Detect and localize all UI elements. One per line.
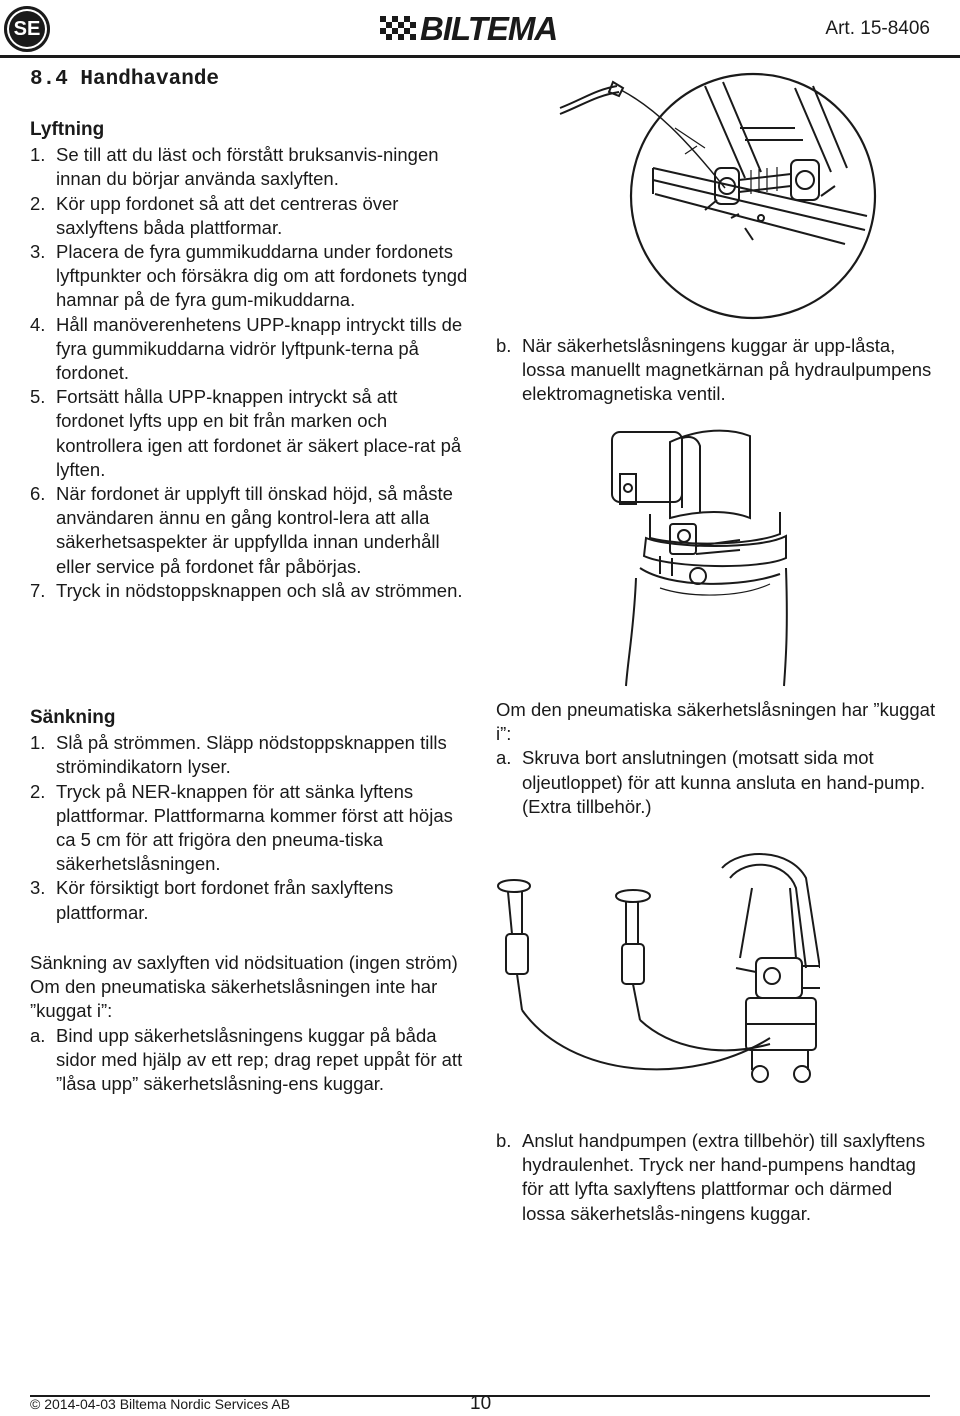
step-number: 2.: [30, 192, 46, 214]
pump-steps: [496, 746, 936, 819]
emergency-intro: Sänkning av saxlyften vid nödsituation (ingen ström): [30, 952, 458, 973]
step-text: Tryck in nödstoppsknappen och slå av strömmen.: [56, 579, 463, 601]
step-number: 6.: [30, 483, 46, 505]
brand-name: BILTEMA: [420, 10, 558, 47]
step-text: Skruva bort anslutningen (motsatt sida mot oljeutloppet) för att kunna ansluta en hand-pump. (Extra tillbehör.): [522, 747, 926, 817]
step-text: Tryck på NER-knappen för att sänka lyftens plattformar. Plattformarna kommer först att höjas ca 5 cm för att frigöra den pneuma-tiska säkerhetslåsningen.: [56, 780, 453, 875]
list-item: [30, 1024, 470, 1097]
lowering-steps: [30, 731, 470, 925]
article-number: Art. 15-8406: [825, 18, 930, 39]
section-title: 8.4 Handhavande: [30, 68, 220, 91]
copyright-text: © 2014-04-03 Biltema Nordic Services AB: [30, 1396, 291, 1412]
step-text: När fordonet är upplyft till önskad höjd, så måste användaren ännu en gång kontrol-lera att alla säkerhetsaspekter är uppfyllda innan underhåll eller service på fordonet får påbörjas.: [56, 483, 453, 577]
steps-b1: [496, 334, 936, 407]
step-text: Se till att du läst och förstått bruksanvis-ningen innan du börjar använda saxlyften.: [56, 144, 439, 190]
step-text: Kör försiktigt bort fordonet från saxlyftens plattformar.: [56, 877, 394, 923]
list-item: [30, 876, 470, 924]
step-b1-block: [496, 334, 936, 407]
lifting-steps: [30, 143, 470, 603]
step-number: 7.: [30, 579, 46, 601]
list-item: [496, 334, 936, 407]
safety-lock-illustration: [555, 68, 885, 330]
list-item: [30, 385, 470, 482]
lowering-section: [30, 706, 470, 925]
list-item: [496, 1129, 936, 1226]
checkered-flag-icon: [380, 16, 418, 42]
pump-section: [496, 698, 936, 819]
list-item: [30, 780, 470, 877]
language-badge: SE: [4, 6, 50, 52]
hand-pump-illustration: [490, 848, 820, 1110]
pump-condition: Om den pneumatiska säkerhetslåsningen har ”kuggat i”:: [496, 699, 936, 745]
step-number: 4.: [30, 313, 46, 335]
step-text: Kör upp fordonet så att det centreras över saxlyftens båda plattformar.: [56, 192, 399, 238]
step-text: Fortsätt hålla UPP-knappen intryckt så att fordonet lyfts upp en bit från marken och kontrollera igen att fordonet är säkert place-rat på lyften.: [56, 386, 462, 480]
list-item: [30, 143, 470, 191]
step-number: 3.: [30, 877, 46, 899]
lifting-heading: Lyftning: [30, 119, 105, 140]
step-text: När säkerhetslåsningens kuggar är upp-låsta, lossa manuellt magnetkärnan på hydraulpumpens elektromagnetiska ventil.: [522, 335, 932, 405]
list-item: [30, 482, 470, 579]
list-item: [30, 192, 470, 240]
emergency-steps: [30, 1024, 470, 1097]
step-letter: b.: [496, 335, 512, 356]
step-text: Bind upp säkerhetslåsningens kuggar på båda sidor med hjälp av ett rep; drag repet uppåt för att ”låsa upp” säkerhetslåsning-ens kuggar.: [56, 1024, 463, 1095]
list-item: [30, 240, 470, 313]
step-text: Placera de fyra gummikuddarna under fordonets lyftpunkter och försäkra dig om att fordonets tyngd hamnar på de fyra gum-mikuddarna.: [56, 241, 468, 311]
step-b2-block: [496, 1129, 936, 1226]
lifting-section: [30, 118, 470, 603]
list-item: [30, 579, 470, 603]
lowering-heading: Sänkning: [30, 707, 116, 728]
step-letter: a.: [30, 1024, 46, 1046]
step-number: 5.: [30, 386, 46, 408]
steps-b2: [496, 1129, 936, 1226]
step-letter: b.: [496, 1130, 512, 1151]
step-text: Slå på strömmen. Släpp nödstoppsknappen tills strömindikatorn lyser.: [56, 732, 447, 778]
biltema-logo: [380, 10, 585, 47]
step-number: 1.: [30, 732, 46, 754]
emergency-section: [30, 951, 470, 1096]
step-letter: a.: [496, 747, 512, 769]
step-number: 2.: [30, 780, 46, 802]
step-text: Anslut handpumpen (extra tillbehör) till saxlyftens hydraulenhet. Tryck ner hand-pumpens handtag för att lyfta saxlyftens plattformar och därmed lossa säkerhetslås-ningens kuggar.: [522, 1130, 926, 1224]
step-text: Håll manöverenhetens UPP-knapp intryckt tills de fyra gummikuddarna vidrör lyftpunk-terna på fordonet.: [56, 313, 463, 384]
page-number: 10: [470, 1393, 492, 1414]
step-number: 3.: [30, 241, 46, 263]
emergency-condition: Om den pneumatiska säkerhetslåsningen inte har ”kuggat i”:: [30, 976, 438, 1022]
list-item: [30, 731, 470, 779]
header-divider: [0, 55, 960, 58]
step-number: 1.: [30, 144, 46, 166]
list-item: [496, 746, 936, 819]
list-item: [30, 313, 470, 386]
solenoid-valve-illustration: [600, 428, 790, 690]
